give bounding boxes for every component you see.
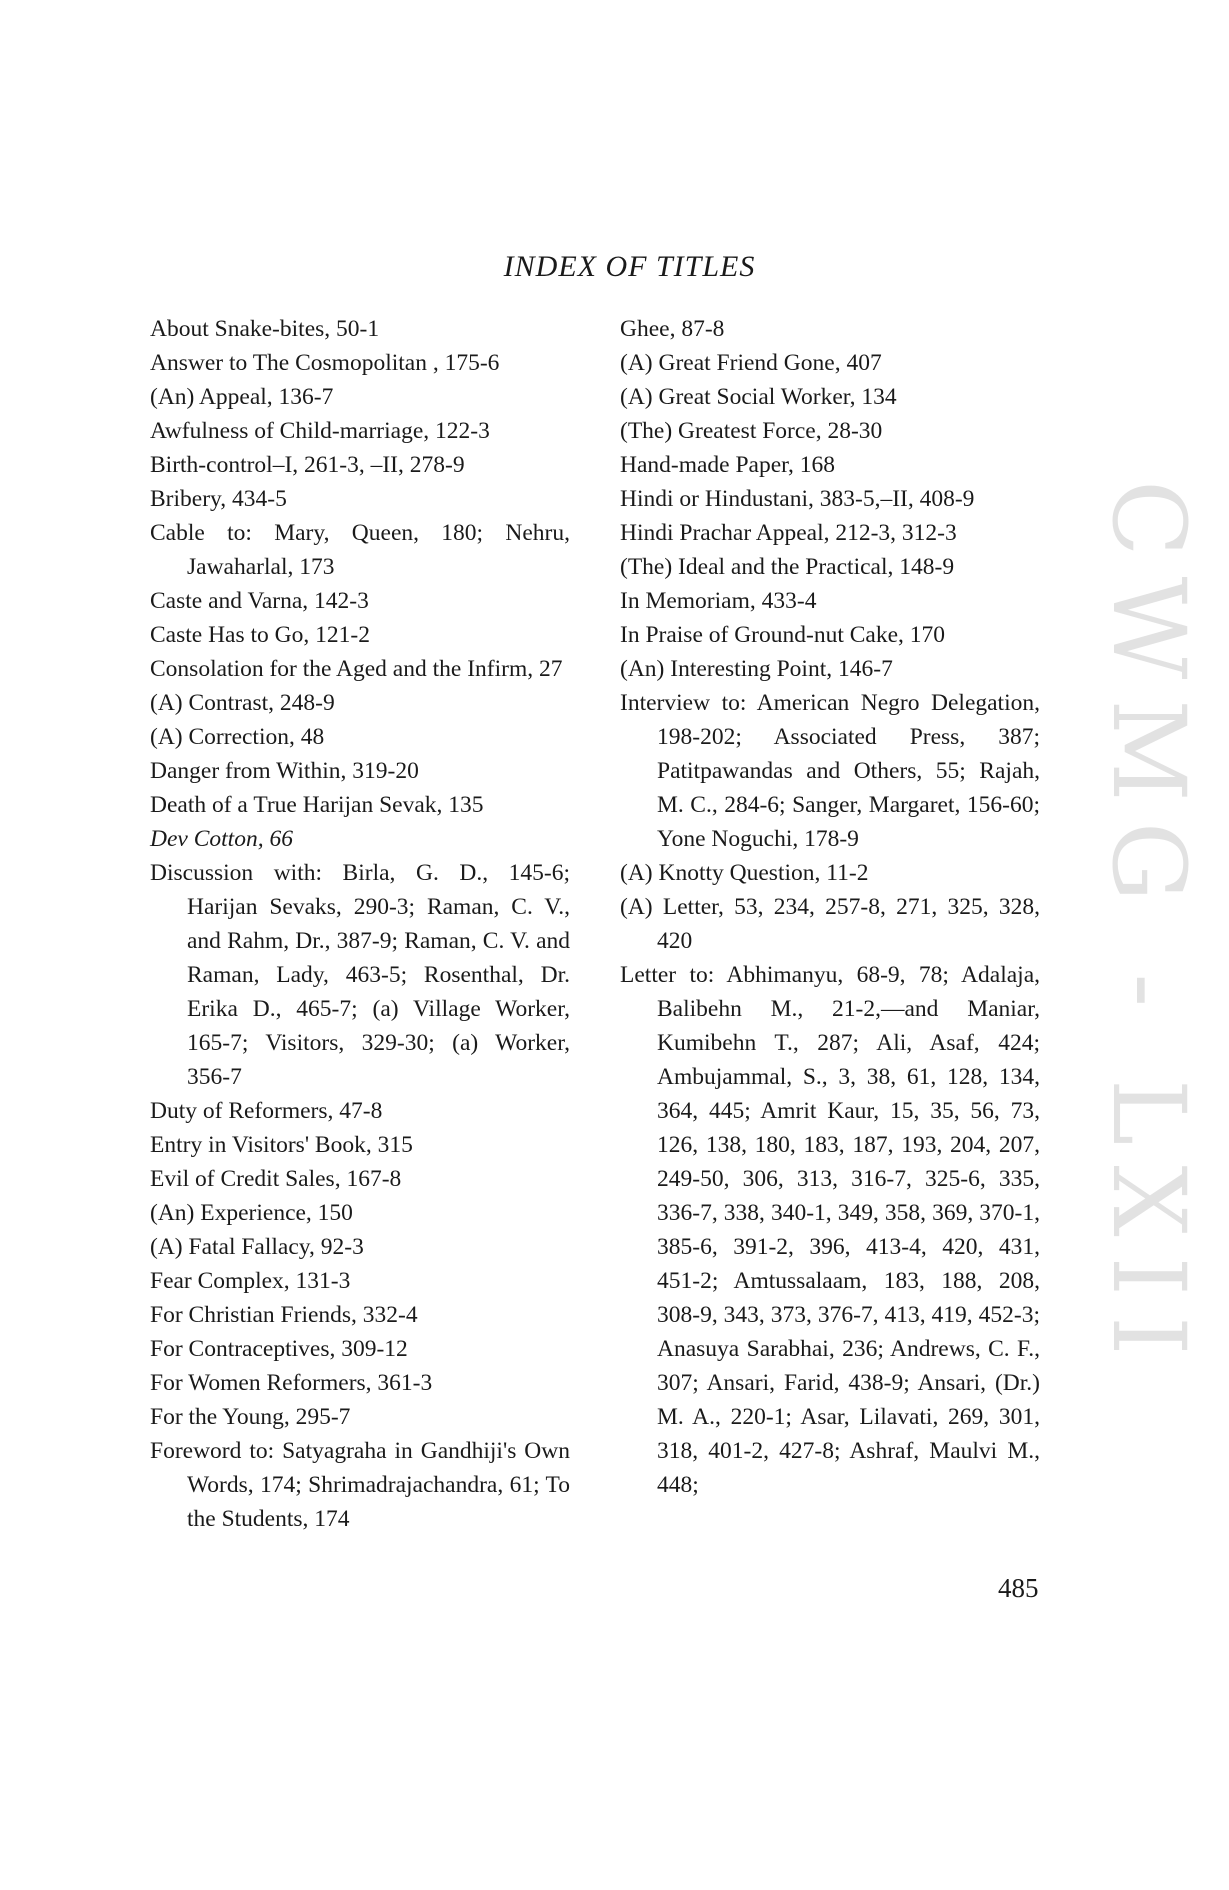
index-entry: Evil of Credit Sales, 167-8 xyxy=(150,1166,402,1192)
index-entry: (A) Contrast, 248-9 xyxy=(150,690,335,716)
index-entry: Hand-made Paper, 168 xyxy=(620,452,836,478)
index-entry: Ghee, 87-8 xyxy=(620,316,725,342)
index-entry: (A) Great Social Worker, 134 xyxy=(620,384,897,410)
index-entry: Answer to The Cosmopolitan , 175-6 xyxy=(150,350,500,376)
index-entry: Entry in Visitors' Book, 315 xyxy=(150,1132,413,1158)
index-entry: Hindi Prachar Appeal, 212-3, 312-3 xyxy=(620,520,957,546)
index-entry: (An) Appeal, 136-7 xyxy=(150,384,334,410)
index-entry: Death of a True Harijan Sevak, 135 xyxy=(150,792,484,818)
index-entry: For the Young, 295-7 xyxy=(150,1404,351,1430)
index-entry: (An) Interesting Point, 146-7 xyxy=(620,656,893,682)
index-entry: Duty of Reformers, 47-8 xyxy=(150,1098,383,1124)
index-entry: Caste and Varna, 142-3 xyxy=(150,588,369,614)
index-entry: Bribery, 434-5 xyxy=(150,486,287,512)
index-entry: Awfulness of Child-marriage, 122-3 xyxy=(150,418,490,444)
page-title: INDEX OF TITLES xyxy=(503,250,756,283)
watermark: CWMG - LXII xyxy=(1090,480,1207,1376)
index-entry: (A) Correction, 48 xyxy=(150,724,325,750)
index-entry: Birth-control–I, 261-3, –II, 278-9 xyxy=(150,452,465,478)
index-entry: For Women Reformers, 361-3 xyxy=(150,1370,433,1396)
right-index-column xyxy=(620,312,1040,1502)
index-entry: Letter to: Abhimanyu, 68-9, 78; Adalaja, Balibehn M., 21-2,—and Maniar, Kumibehn T., 287; Ali, Asaf, 424; Ambujammal, S., 3, 38, 61, 128, 134, 364, 445; Amrit Kaur, 15, 35, 56, 73, 126, 138, 180, 183, 187, 193, 204, 207, 249-50, 306, 313, 316-7, 325-6, 335, 336-7, 338, 340-1, 349, 358, 369, 370-1, 385-6, 391-2, 396, 413-4, 420, 431, 451-2; Amtussalaam, 183, 188, 208, 308-9, 343, 373, 376-7, 413, 419, 452-3; Anasuya Sarabhai, 236; Andrews, C. F., 307; Ansari, Farid, 438-9; Ansari, (Dr.) M. A., 220-1; Asar, Lilavati, 269, 301, 318, 401-2, 427-8; Ashraf, Maulvi M., 448; xyxy=(620,962,1040,1498)
index-entry: (A) Knotty Question, 11-2 xyxy=(620,860,869,886)
index-entry: Caste Has to Go, 121-2 xyxy=(150,622,370,648)
index-entry: In Praise of Ground-nut Cake, 170 xyxy=(620,622,946,648)
index-entry: (An) Experience, 150 xyxy=(150,1200,353,1226)
index-entry: Danger from Within, 319-20 xyxy=(150,758,419,784)
index-entry: Cable to: Mary, Queen, 180; Nehru, Jawaharlal, 173 xyxy=(150,520,570,580)
page-number: 485 xyxy=(998,1573,1039,1603)
index-entry: (A) Fatal Fallacy, 92-3 xyxy=(150,1234,364,1260)
index-entry: Discussion with: Birla, G. D., 145-6; Harijan Sevaks, 290-3; Raman, C. V., and Rahm, Dr., 387-9; Raman, C. V. and Raman, Lady, 463-5; Rosenthal, Dr. Erika D., 465-7; (a) Village Worker, 165-7; Visitors, 329-30; (a) Worker, 356-7 xyxy=(150,860,570,1090)
index-entry: (A) Letter, 53, 234, 257-8, 271, 325, 328, 420 xyxy=(620,894,1040,954)
index-entry: Consolation for the Aged and the Infirm, 27 xyxy=(150,656,563,682)
index-entry: (The) Ideal and the Practical, 148-9 xyxy=(620,554,955,580)
index-entry: (A) Great Friend Gone, 407 xyxy=(620,350,882,376)
index-entry: In Memoriam, 433-4 xyxy=(620,588,817,614)
index-entry: Fear Complex, 131-3 xyxy=(150,1268,351,1294)
index-entry: Dev Cotton, 66 xyxy=(150,826,293,852)
index-entry: For Contraceptives, 309-12 xyxy=(150,1336,408,1362)
index-entry: Foreword to: Satyagraha in Gandhiji's Own Words, 174; Shrimadrajachandra, 61; To the Students, 174 xyxy=(150,1438,570,1532)
index-entry: For Christian Friends, 332-4 xyxy=(150,1302,418,1328)
left-index-column xyxy=(150,312,570,1536)
index-entry: About Snake-bites, 50-1 xyxy=(150,316,380,342)
index-entry: (The) Greatest Force, 28-30 xyxy=(620,418,883,444)
index-entry: Hindi or Hindustani, 383-5,–II, 408-9 xyxy=(620,486,975,512)
index-entry: Interview to: American Negro Delegation, 198-202; Associated Press, 387; Patitpawandas and Others, 55; Rajah, M. C., 284-6; Sanger, Margaret, 156-60; Yone Noguchi, 178-9 xyxy=(620,690,1040,852)
